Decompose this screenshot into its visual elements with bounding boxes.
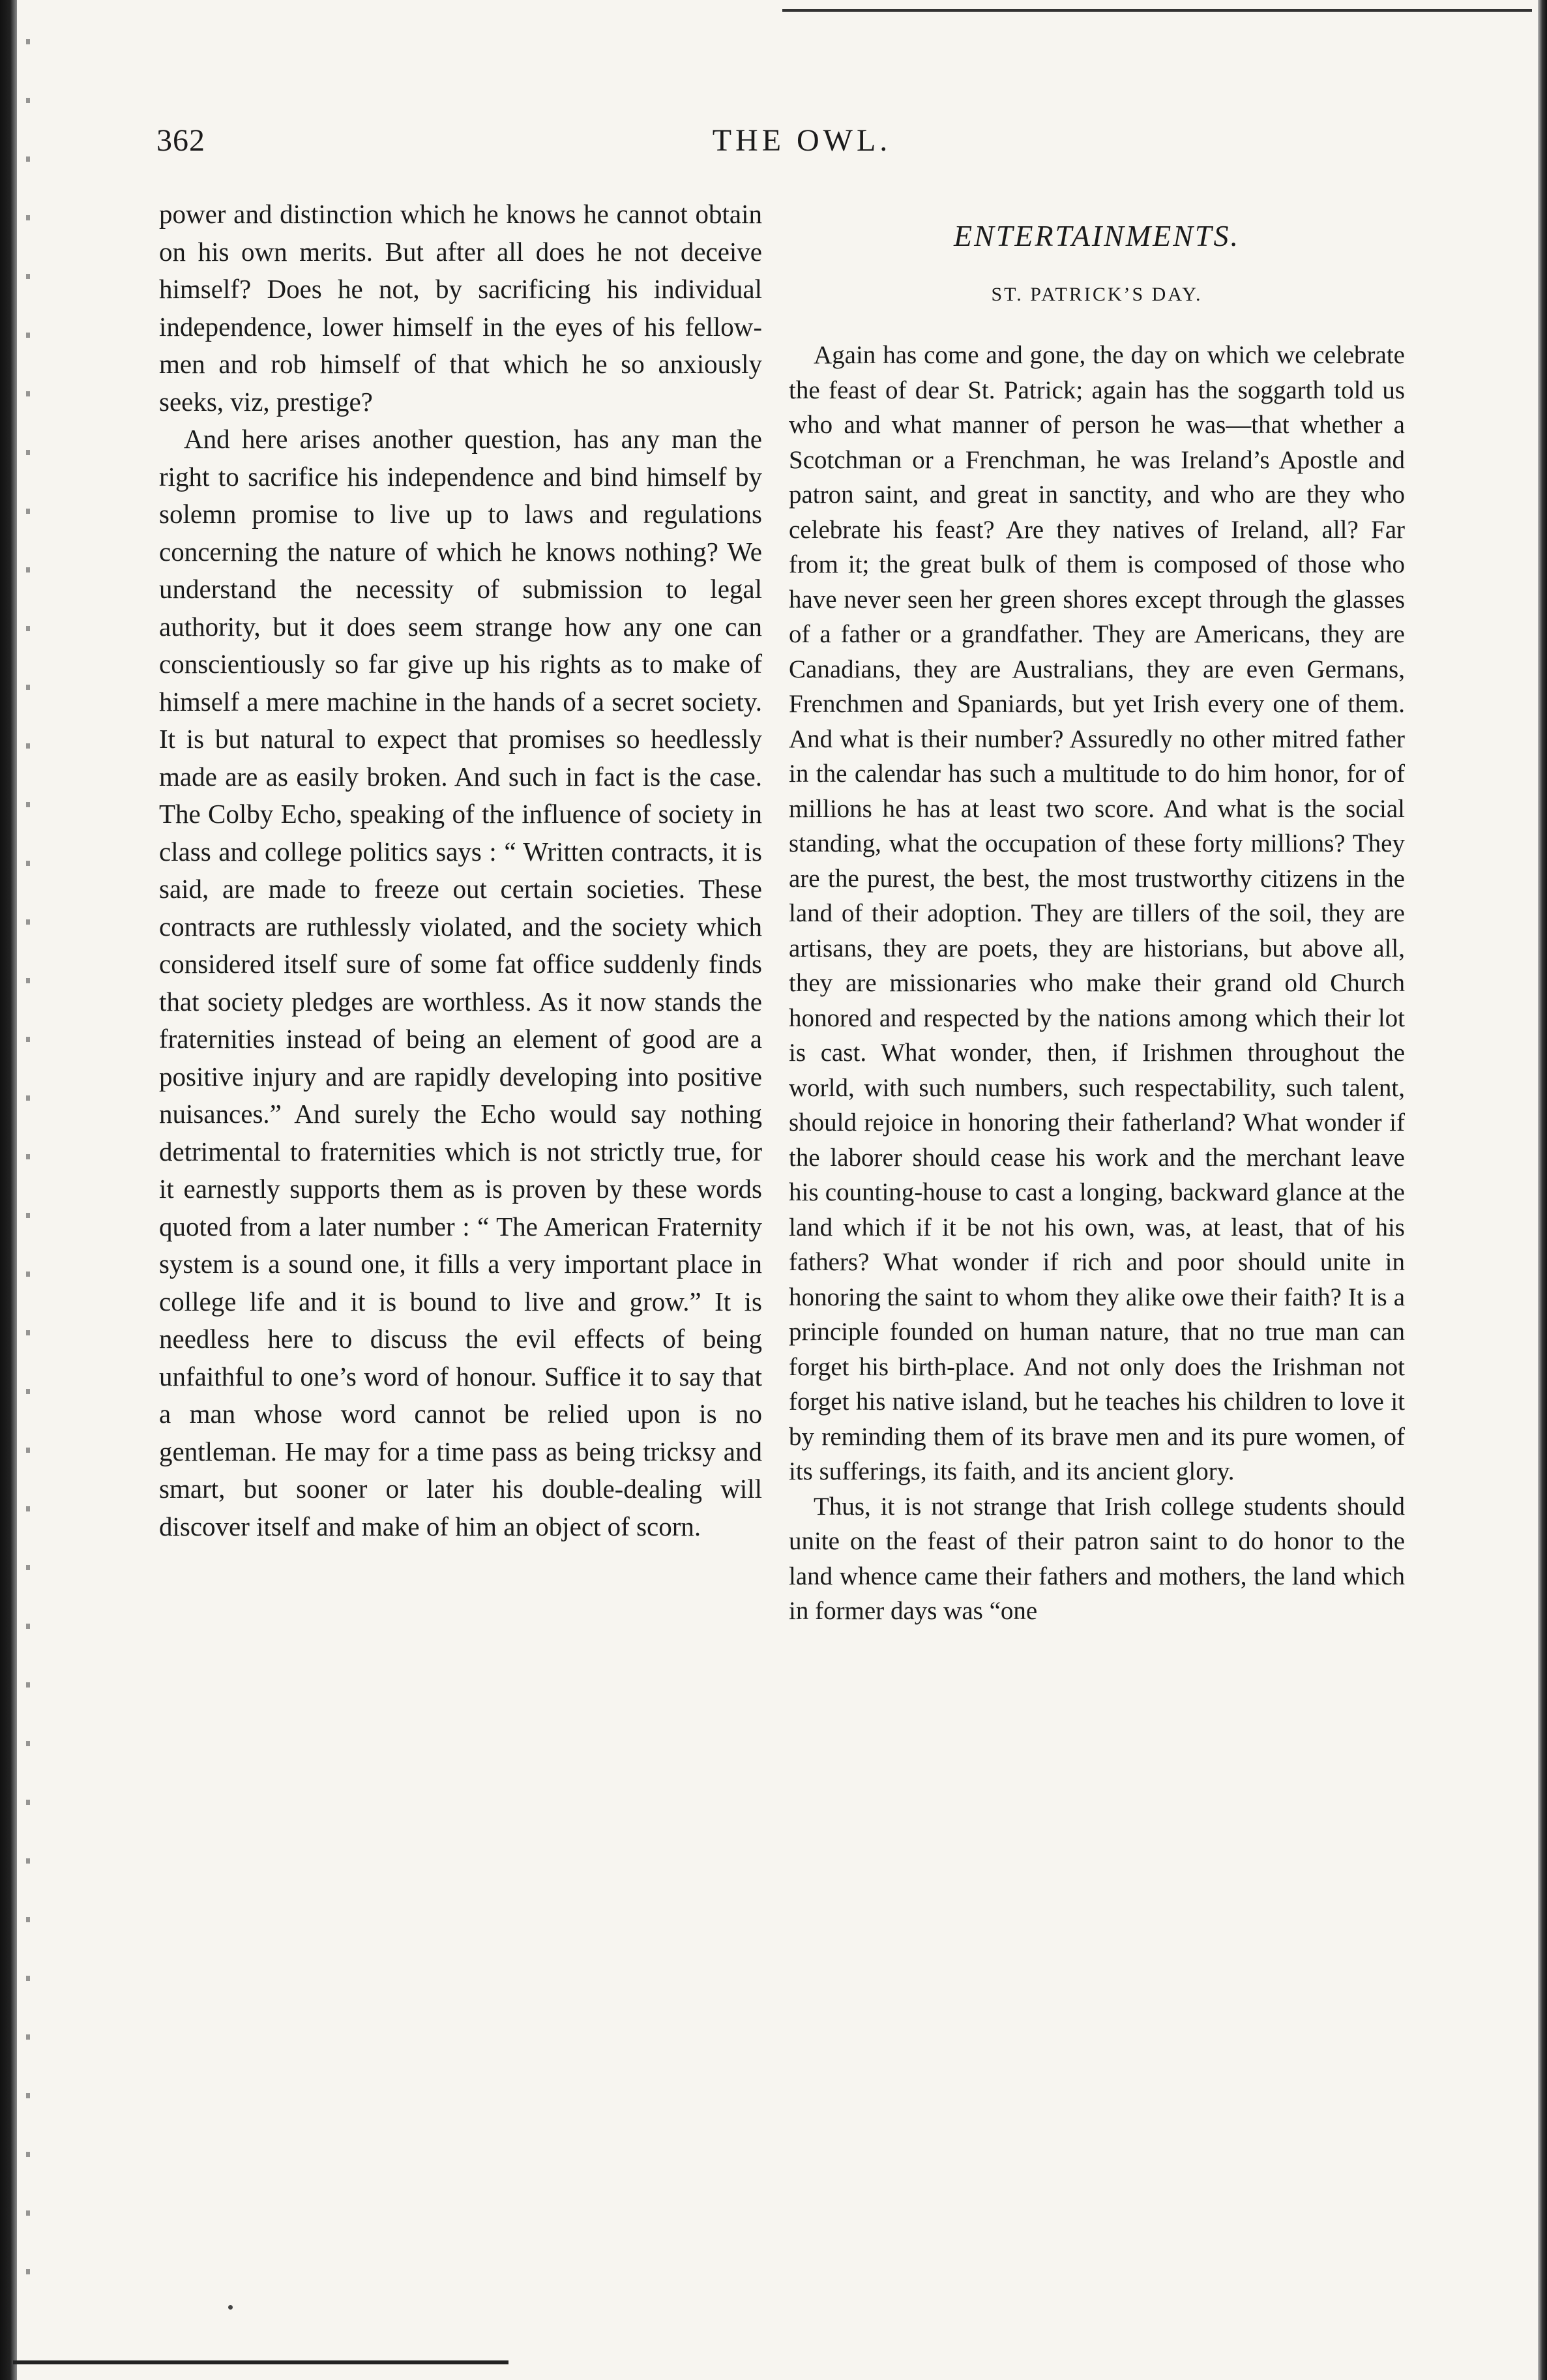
scan-edge-left xyxy=(0,0,17,2380)
page-number: 362 xyxy=(156,123,205,158)
running-title: THE OWL. xyxy=(712,123,892,158)
scan-edge-marks xyxy=(26,39,30,2321)
left-paragraph: power and distinction which he knows he cannot obtain on his own merits. But after all does he not deceive himself? Does he not, by sacrificing his individual independence, lower himself in the eyes of his fellow-men and rob himself of that which he so anxiously seeks, viz, prestige? xyxy=(159,199,762,417)
section-subtitle: ST. PATRICK’S DAY. xyxy=(991,284,1203,305)
left-column xyxy=(159,196,762,1545)
scan-bottom-rule xyxy=(13,2360,508,2364)
scan-edge-right xyxy=(1538,0,1547,2380)
page-header xyxy=(156,123,1447,175)
right-paragraph: Again has come and gone, the day on which we celebrate the feast of dear St. Patrick; again has the soggarth told us who and what manner of person he was—that whether a Scotchman or a Frenchman, he was Ireland’s Apostle and patron saint, and great in sanctity, and who are they who celebrate his feast? Are they natives of Ireland, all? Far from it; the great bulk of them is composed of those who have never seen her green shores except through the glasses of a father or a grandfather. They are Americans, they are Canadians, they are Australians, they are even Germans, Frenchmen and Spaniards, but yet Irish every one of them. And what is their number? Assuredly no other mitred father in the calendar has such a multitude to do him honor, for of millions he has at least two score. And what is the social standing, what the occupation of these forty millions? They are the purest, the best, the most trustworthy citizens in the land of their adoption. They are tillers of the soil, they are artisans, they are poets, they are historians, but above all, they are missionaries who make their grand old Church honored and respected by the nations among which their lot is cast. What wonder, then, if Irishmen throughout the world, with such numbers, such respectability, such talent, should rejoice in honoring their fatherland? What wonder if the laborer should cease his work and the merchant leave his counting-house to cast a longing, backward glance at the land which if it be not his own, was, at least, that of his fathers? What wonder if rich and poor should unite in honoring the saint to whom they alike owe their faith? It is a principle founded on human nature, that no true man can forget his birth-place. And not only does the Irishman not forget his native island, but he teaches his children to love it by reminding them of its brave men and its pure women, of its sufferings, its faith, and its ancient glory. xyxy=(789,341,1405,1485)
scan-speck xyxy=(228,2305,233,2310)
right-column xyxy=(789,196,1405,1629)
scan-top-rule xyxy=(782,9,1532,12)
right-paragraph: Thus, it is not strange that Irish college students should unite on the feast of their patron saint to do honor to the land whence came their fathers and mothers, the land which in former days was “one xyxy=(789,1492,1405,1625)
section-title: ENTERTAINMENTS. xyxy=(953,219,1240,252)
left-paragraph: And here arises another question, has any man the right to sacrifice his independence and bind himself by solemn promise to live up to laws and regulations concerning the nature of which he knows nothing? We understand the necessity of submission to legal authority, but it does seem strange how any one can conscientiously so far give up his rights as to make of himself a mere machine in the hands of a secret society. It is but natural to expect that promises so heedlessly made are as easily broken. And such in fact is the case. The Colby Echo, speaking of the influence of society in class and college politics says : “ Written contracts, it is said, are made to freeze out certain societies. These contracts are ruthlessly violated, and the society which considered itself sure of some fat office suddenly finds that society pledges are worthless. As it now stands the fraternities instead of being an element of good are a positive injury and are rapidly developing into positive nuisances.” And surely the Echo would say nothing detrimental to fraternities which is not strictly true, for it earnestly supports them as is proven by these words quoted from a later number : “ The American Fraternity system is a sound one, it fills a very important place in college life and it is bound to live and grow.” It is needless here to discuss the evil effects of being unfaithful to one’s word of honour. Suffice it to say that a man whose word cannot be relied upon is no gentleman. He may for a time pass as being tricksy and smart, but sooner or later his double-dealing will discover itself and make of him an object of scorn. xyxy=(159,424,762,1541)
